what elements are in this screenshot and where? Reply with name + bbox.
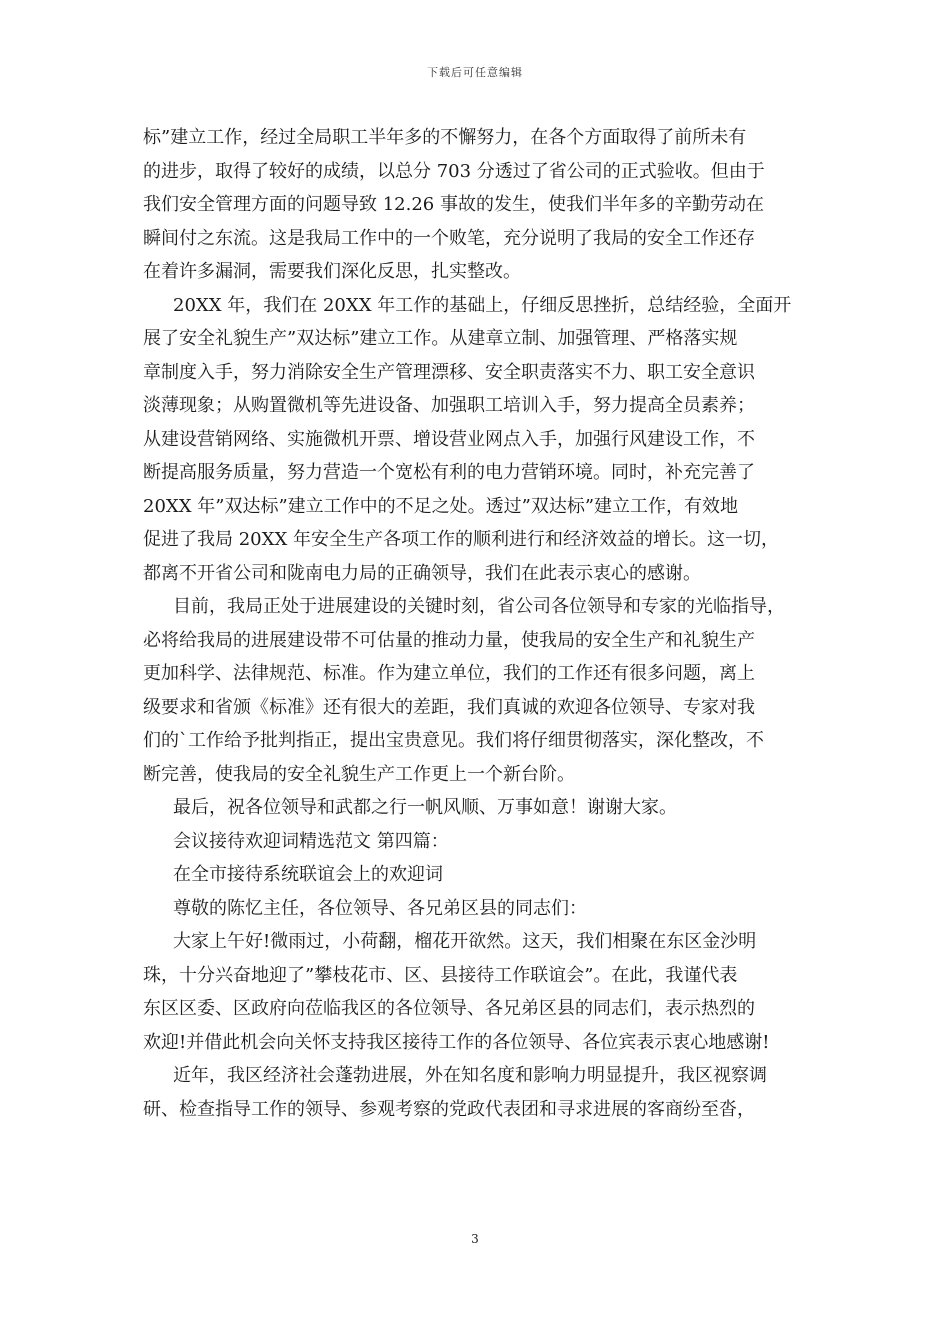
text-line: 在全市接待系统联谊会上的欢迎词 (173, 864, 443, 885)
text-line: 促进了我局 20XX 年安全生产各项工作的顺利进行和经济效益的增长。这一切， (143, 529, 779, 550)
text-line: 欢迎!并借此机会向关怀支持我区接待工作的各位领导、各位宾表示衷心地感谢! (143, 1031, 770, 1053)
text-line: 珠，十分兴奋地迎了”攀枝花市、区、县接待工作联谊会”。在此，我谨代表 (143, 964, 738, 986)
page-header: 下载后可任意编辑 (427, 66, 523, 79)
text-line: 20XX 年，我们在 20XX 年工作的基础上，仔细反思挫折，总结经验，全面开 (173, 294, 792, 316)
text-line: 我们安全管理方面的问题导致 12.26 事故的发生，使我们半年多的辛勤劳动在 (143, 194, 764, 215)
text-line: 研、检查指导工作的领导、参观考察的党政代表团和寻求进展的客商纷至沓， (143, 1098, 755, 1120)
text-line: 级要求和省颁《标准》还有很大的差距，我们真诚的欢迎各位领导、专家对我 (143, 696, 755, 718)
document-body (143, 121, 815, 1126)
text-line: 最后，祝各位领导和武都之行一帆风顺、万事如意！谢谢大家。 (173, 797, 677, 818)
text-line: 章制度入手，努力消除安全生产管理漂移、安全职责落实不力、职工安全意识 (143, 361, 755, 383)
text-line: 必将给我局的进展建设带不可估量的推动力量，使我局的安全生产和礼貌生产 (143, 629, 755, 651)
text-line: 标”建立工作，经过全局职工半年多的不懈努力，在各个方面取得了前所未有 (143, 127, 747, 148)
text-line: 尊敬的陈忆主任，各位领导、各兄弟区县的同志们： (173, 897, 587, 919)
text-line: 东区区委、区政府向莅临我区的各位领导、各兄弟区县的同志们，表示热烈的 (143, 998, 755, 1019)
text-line: 展了安全礼貌生产”双达标”建立工作。从建章立制、加强管理、严格落实规 (143, 328, 738, 349)
text-line: 目前，我局正处于进展建设的关键时刻，省公司各位领导和专家的光临指导， (173, 596, 785, 617)
text-line: 瞬间付之东流。这是我局工作中的一个败笔，充分说明了我局的安全工作还存 (143, 227, 755, 249)
text-line: 20XX 年”双达标”建立工作中的不足之处。透过”双达标”建立工作，有效地 (143, 495, 739, 517)
page-number: 3 (471, 1232, 479, 1246)
text-line: 从建设营销网络、实施微机开票、增设营业网点入手，加强行风建设工作，不 (143, 428, 755, 450)
text-line: 淡薄现象；从购置微机等先进设备、加强职工培训入手，努力提高全员素养； (143, 395, 755, 416)
text-line: 在着许多漏洞，需要我们深化反思，扎实整改。 (143, 261, 521, 282)
text-line: 都离不开省公司和陇南电力局的正确领导，我们在此表示衷心的感谢。 (143, 562, 701, 584)
text-line: 会议接待欢迎词精选范文 第四篇： (173, 830, 449, 852)
text-line: 的进步，取得了较好的成绩，以总分 703 分透过了省公司的正式验收。但由于 (143, 160, 765, 182)
text-line: 近年，我区经济社会蓬勃进展，外在知名度和影响力明显提升，我区视察调 (173, 1065, 767, 1086)
text-line: 大家上午好!微雨过，小荷翻，榴花开欲然。这天，我们相聚在东区金沙明 (173, 931, 757, 952)
text-line: 们的`工作给予批判指正，提出宝贵意见。我们将仔细贯彻落实，深化整改，不 (143, 730, 764, 751)
text-line: 断提高服务质量，努力营造一个宽松有利的电力营销环境。同时，补充完善了 (143, 462, 755, 483)
text-line: 断完善，使我局的安全礼貌生产工作更上一个新台阶。 (143, 763, 575, 785)
text-line: 更加科学、法律规范、标准。作为建立单位，我们的工作还有很多问题，离上 (143, 663, 755, 684)
